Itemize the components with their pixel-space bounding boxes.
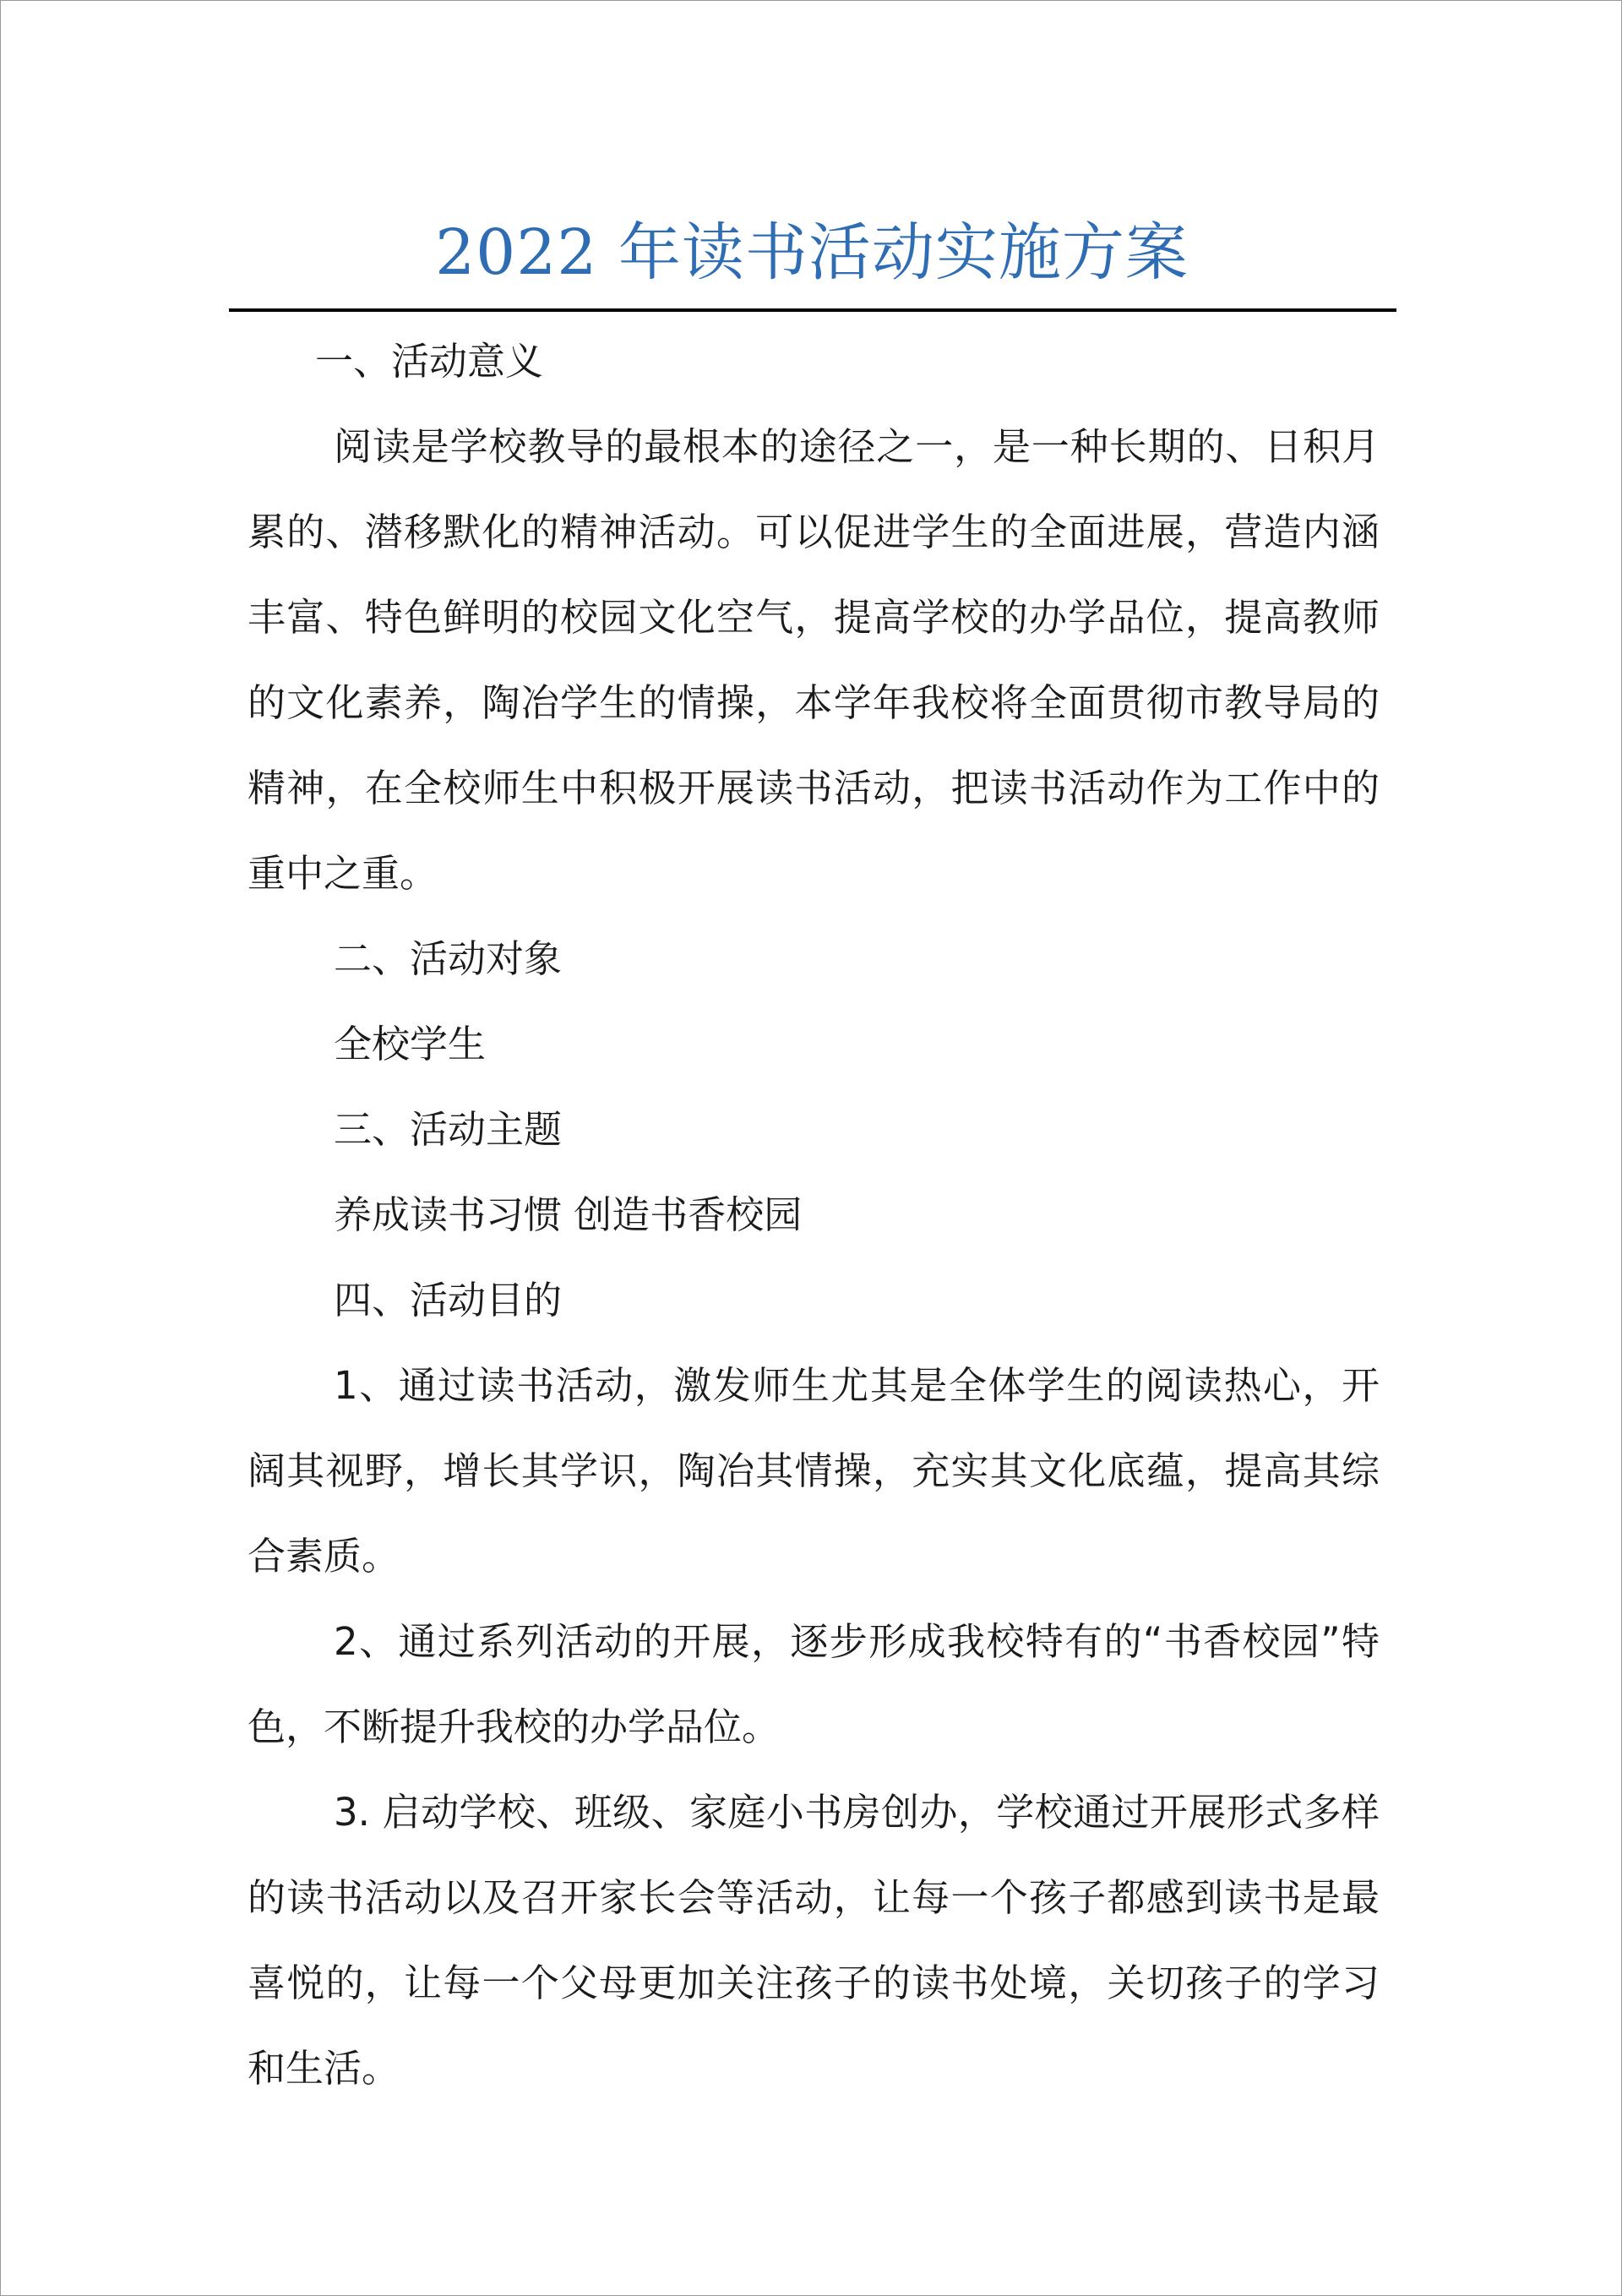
paragraph-significance: 阅读是学校教导的最根本的途径之一，是一种长期的、日积月累的、潜移默化的精神活动。可以促进学生的全面进展，营造内涵丰富、特色鲜明的校园文化空气，提高学校的办学品位，提高教师的文化素养，陶冶学生的情操，本学年我校将全面贯彻市教导局的精神，在全校师生中积极开展读书活动，把读书活动作为工作中的重中之重。 (248, 424, 1380, 896)
goal-item-3: 3. 启动学校、班级、家庭小书房创办，学校通过开展形式多样的读书活动以及召开家长会等活动，让每一个孩子都感到读书是最喜悦的，让每一个父母更加关注孩子的读书处境，关切孩子的学习和生活。 (248, 1790, 1380, 2091)
title-underline (229, 308, 1396, 312)
section-heading-significance: 一、活动意义 (315, 339, 544, 384)
section-heading-audience: 二、活动对象 (334, 936, 563, 981)
goal-item-2: 2、通过系列活动的开展，逐步形成我校特有的“书香校园”特色，不断提升我校的办学品位。 (248, 1619, 1380, 1749)
section-heading-theme: 三、活动主题 (334, 1107, 563, 1152)
goal-item-1: 1、通过读书活动，激发师生尤其是全体学生的阅读热心，开阔其视野，增长其学识，陶冶其情操，充实其文化底蕴，提高其综合素质。 (248, 1363, 1380, 1579)
document-title: 2022 年读书活动实施方案 (435, 216, 1189, 289)
section-heading-goals: 四、活动目的 (334, 1278, 563, 1323)
paragraph-theme: 养成读书习惯 创造书香校园 (334, 1192, 803, 1237)
paragraph-audience: 全校学生 (334, 1022, 487, 1066)
document-body (248, 319, 1380, 2111)
